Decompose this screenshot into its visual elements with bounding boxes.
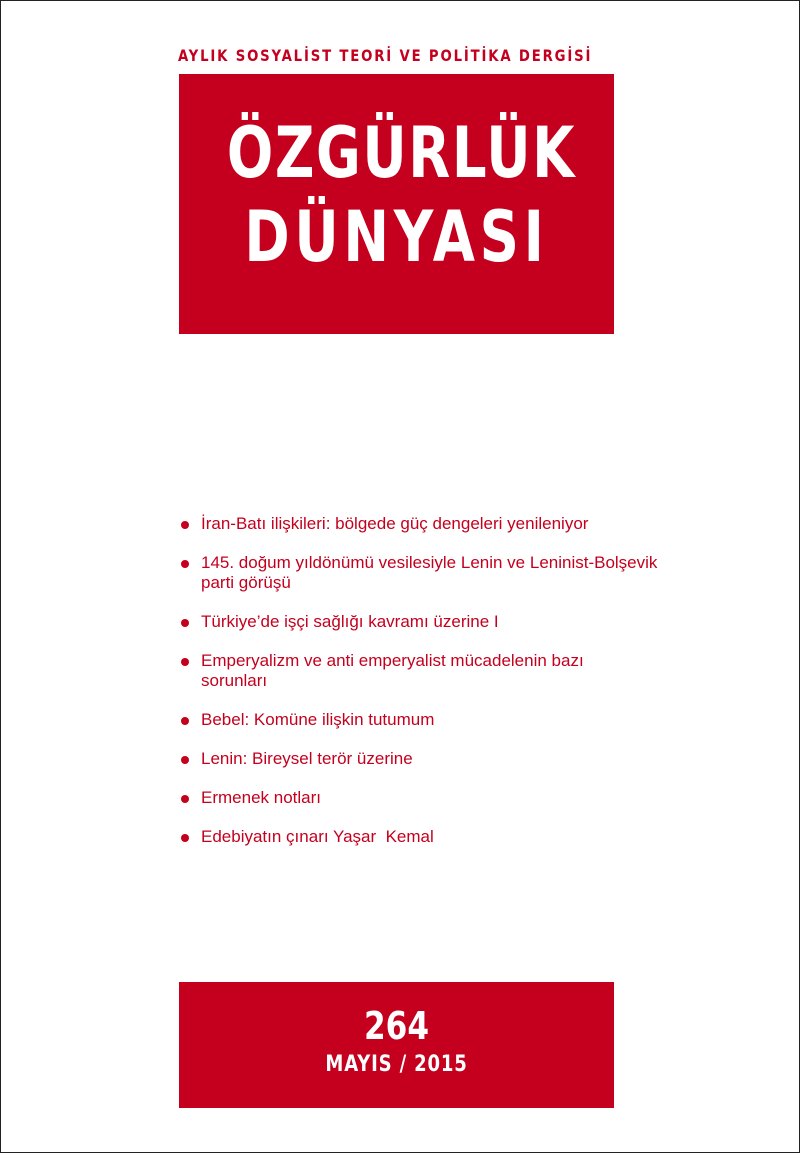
magazine-tagline: AYLIK SOSYALİST TEORİ VE POLİTİKA DERGİSİ <box>178 46 593 65</box>
bullet-icon <box>181 795 189 803</box>
issue-date: MAYIS / 2015 <box>325 1052 468 1077</box>
bullet-icon <box>181 834 189 842</box>
issue-block <box>179 982 614 1108</box>
title-line-2: DÜNYASI <box>244 196 549 278</box>
contents-list <box>178 514 678 866</box>
bullet-icon <box>181 560 189 568</box>
title-block <box>179 74 614 334</box>
contents-item: 145. doğum yıldönümü vesilesiyle Lenin ve Leninist-Bolşevik parti görüşü <box>178 553 678 593</box>
bullet-icon <box>181 756 189 764</box>
bullet-icon <box>181 521 189 529</box>
bullet-icon <box>181 717 189 725</box>
contents-item: Emperyalizm ve anti emperyalist mücadelenin bazı sorunları <box>178 651 678 691</box>
contents-item: Edebiyatın çınarı Yaşar Kemal <box>178 827 678 847</box>
title-line-1: ÖZGÜRLÜK <box>226 112 577 194</box>
contents-item: Ermenek notları <box>178 788 678 808</box>
bullet-icon <box>181 619 189 627</box>
contents-item: İran-Batı ilişkileri: bölgede güç dengeleri yenileniyor <box>178 514 678 534</box>
contents-item: Lenin: Bireysel terör üzerine <box>178 749 678 769</box>
bullet-icon <box>181 658 189 666</box>
issue-number: 264 <box>363 1004 430 1048</box>
contents-item: Türkiye’de işçi sağlığı kavramı üzerine I <box>178 612 678 632</box>
contents-item: Bebel: Komüne ilişkin tutumum <box>178 710 678 730</box>
